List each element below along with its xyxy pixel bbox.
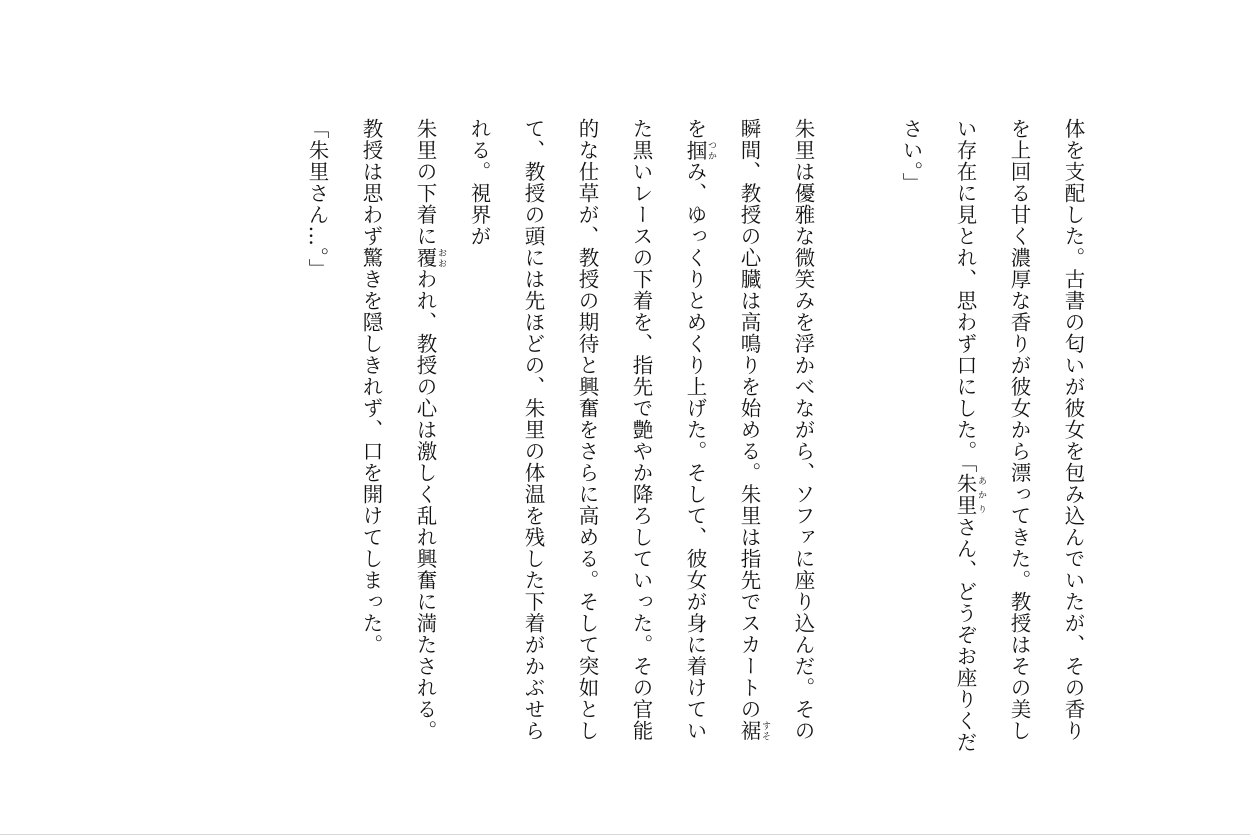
text-run: 「朱里さん…。」 <box>305 118 329 280</box>
ruby-annotation <box>737 720 770 742</box>
ruby-annotation <box>683 139 716 162</box>
text-run: み、ゆっくりとめくり上げた。そして、彼女が身に着けていた黒いレースの下着を、指先で艶やか降ろしていった。その官能的な仕草が、教授の期待と興奮をさらに高める。そして突如として、教授の頭には先ほどの、朱里の体温を残した下着がかぶせられる。視界が <box>467 118 707 742</box>
vertical-text-body <box>290 118 1100 758</box>
ruby-base: 覆 <box>413 247 437 269</box>
paragraph <box>290 118 344 758</box>
ruby-annotation <box>953 473 986 517</box>
ruby-reading: つか <box>706 139 716 161</box>
text-run: さん、どうぞお座りください。」 <box>899 118 977 753</box>
text-run: 朱里の下着に <box>413 118 437 247</box>
text-run: われ、教授の心は激しく乱れ興奮に満たされる。 <box>413 268 437 742</box>
paragraph <box>344 118 398 758</box>
paragraph <box>884 118 1100 758</box>
blank-line <box>830 118 884 758</box>
ruby-base: 掴 <box>683 139 707 161</box>
ruby-reading: すそ <box>760 720 770 742</box>
text-run: 教授は思わず驚きを隠しきれず、口を開けてしまった。 <box>359 118 383 656</box>
ruby-reading: あかり <box>976 473 986 517</box>
page-bottom-divider <box>0 834 1250 835</box>
text-run: を <box>683 118 707 140</box>
text-run: 体を支配した。古書の匂いが彼女を包み込んでいたが、その香りを上回る甘く濃厚な香りが彼女から漂ってきた。教授はその美しい存在に見とれ、思わず口にした。「 <box>953 118 1085 742</box>
ruby-annotation <box>413 247 446 269</box>
ruby-reading: おお <box>436 247 446 269</box>
paragraph <box>452 118 830 758</box>
ruby-base: 朱里 <box>953 473 977 517</box>
paragraph <box>398 118 452 758</box>
text-run: 朱里は優雅な微笑みを浮かべながら、ソファに座り込んだ。その瞬間、教授の心臓は高鳴りを始める。朱里は指先でスカートの <box>737 118 815 742</box>
ruby-base: 裾 <box>737 720 761 742</box>
